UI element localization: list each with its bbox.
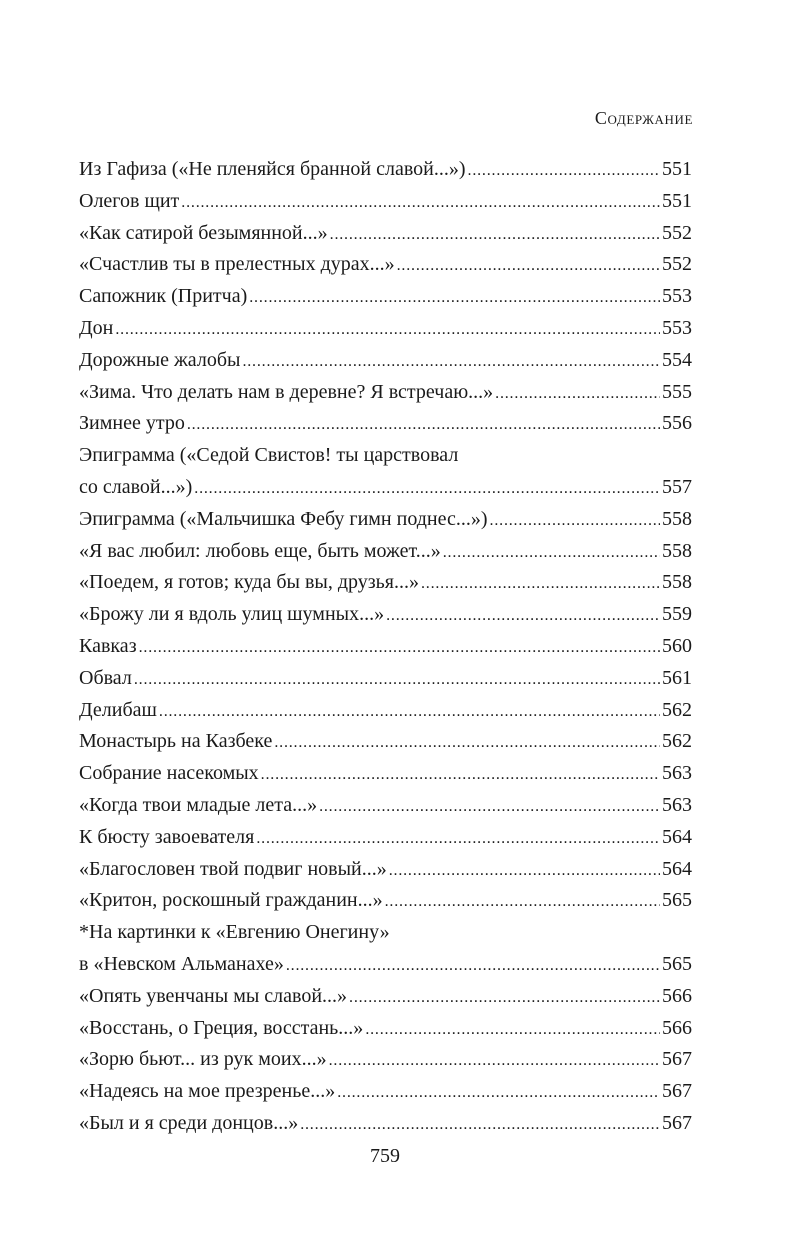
toc-dot-leader [242,346,660,378]
toc-dot-leader [300,1109,660,1141]
toc-dot-leader [319,791,660,823]
table-of-contents [79,154,692,1140]
toc-dot-leader [397,250,660,282]
toc-entry-page: 563 [662,762,692,785]
toc-entry [79,472,692,504]
toc-dot-leader [349,982,660,1014]
toc-dot-leader [443,537,660,569]
toc-entry [79,249,692,281]
toc-dot-leader [385,886,660,918]
toc-entry [79,981,692,1013]
toc-entry-page: 553 [662,285,692,308]
toc-entry-page: 564 [662,857,692,880]
page-number: 759 [370,1145,400,1167]
toc-entry-title: «Надеясь на мое презренье...» [79,1080,336,1103]
toc-dot-leader [249,282,660,314]
toc-entry-page: 562 [662,730,692,753]
toc-entry-page: 565 [662,952,692,975]
toc-entry-page: 552 [662,221,692,244]
toc-entry-title: Зимнее утро [79,412,185,435]
toc-entry-page: 555 [662,380,692,403]
toc-dot-leader [181,187,660,219]
toc-dot-leader [329,1045,660,1077]
toc-dot-leader [365,1014,660,1046]
toc-entry [79,663,692,695]
toc-entry [79,377,692,409]
toc-entry-title: Олегов щит [79,189,180,212]
toc-entry-page: 559 [662,603,692,626]
toc-dot-leader [389,855,660,887]
toc-entry-title: «Был и я среди донцов...» [79,1111,299,1134]
toc-entry-title: «Опять увенчаны мы славой...» [79,984,348,1007]
running-header: Содержание [594,108,693,128]
toc-entry [79,631,692,663]
toc-entry [79,1044,692,1076]
toc-entry-page: 561 [662,666,692,689]
toc-entry [79,758,692,790]
toc-entry [79,885,692,917]
toc-entry-title: «Критон, роскошный гражданин...» [79,889,383,912]
toc-entry-page: 567 [662,1048,692,1071]
toc-entry [79,599,692,631]
toc-entry-title: «Я вас любил: любовь еще, быть может...» [79,539,441,562]
toc-entry-title: «Брожу ли я вдоль улиц шумных...» [79,603,385,626]
toc-entry [79,154,692,186]
toc-entry-page: 551 [662,158,692,180]
toc-entry [79,854,692,886]
toc-entry-title: «Благословен твой подвиг новый...» [79,857,387,880]
toc-dot-leader [386,600,660,632]
toc-entry-page: 551 [662,189,692,212]
toc-dot-leader [115,314,660,346]
toc-dot-leader [330,219,660,251]
toc-entry-page: 564 [662,825,692,848]
toc-entry-title: Собрание насекомых [79,762,259,785]
toc-entry-page: 565 [662,889,692,912]
toc-entry-page: 566 [662,984,692,1007]
toc-entry [79,536,692,568]
toc-entry-page: 558 [662,571,692,594]
toc-entry [79,695,692,727]
toc-dot-leader [468,155,660,187]
toc-dot-leader [337,1077,660,1109]
toc-entry [79,440,692,472]
toc-entry-title: в «Невском Альманахе» [79,952,284,975]
toc-dot-leader [421,568,660,600]
toc-entry [79,822,692,854]
toc-dot-leader [159,696,660,728]
toc-entry-page: 563 [662,793,692,816]
toc-entry-title: Обвал [79,666,132,689]
toc-entry-title: «Зима. Что делать нам в деревне? Я встречаю...» [79,380,494,403]
toc-entry-title: со славой...») [79,475,193,498]
toc-entry [79,790,692,822]
toc-entry [79,949,692,981]
toc-entry-title: Кавказ [79,634,137,657]
toc-entry-page: 558 [662,539,692,562]
toc-entry-page: 557 [662,475,692,498]
toc-entry-page: 553 [662,316,692,339]
toc-entry [79,917,692,949]
toc-entry-page: 552 [662,253,692,276]
toc-entry [79,504,692,536]
toc-entry-title: «Как сатирой безымянной...» [79,221,328,244]
toc-entry-title: «Зорю бьют... из рук моих...» [79,1048,327,1071]
toc-entry [79,408,692,440]
toc-entry [79,1076,692,1108]
toc-entry-page: 567 [662,1080,692,1103]
toc-dot-leader [194,473,660,505]
toc-dot-leader [274,727,660,759]
toc-entry [79,726,692,758]
toc-entry-page: 554 [662,348,692,371]
toc-entry [79,567,692,599]
toc-entry [79,218,692,250]
toc-entry-page: 566 [662,1016,692,1039]
toc-entry [79,313,692,345]
toc-entry-title: К бюсту завоевателя [79,825,255,848]
toc-entry-title: Дорожные жалобы [79,348,241,371]
toc-entry [79,281,692,313]
toc-dot-leader [495,378,660,410]
toc-entry-title: *На картинки к «Евгению Онегину» [79,921,390,944]
toc-dot-leader [286,950,660,982]
toc-entry [79,1108,692,1140]
toc-entry-title: «Счастлив ты в прелестных дурах...» [79,253,395,276]
toc-dot-leader [134,664,660,696]
toc-dot-leader [187,409,660,441]
toc-entry-page: 556 [662,412,692,435]
toc-entry-title: Делибаш [79,698,157,721]
toc-entry-title: Из Гафиза («Не пленяйся бранной славой...») [79,158,466,180]
toc-dot-leader [139,632,660,664]
toc-entry-title: Эпиграмма («Мальчишка Фебу гимн поднес...») [79,507,488,530]
toc-dot-leader [490,505,660,537]
toc-entry [79,186,692,218]
toc-entry-title: Дон [79,316,114,339]
toc-entry-page: 562 [662,698,692,721]
toc-entry-page: 558 [662,507,692,530]
toc-entry-title: Эпиграмма («Седой Свистов! ты царствовал [79,444,459,467]
toc-entry-title: «Когда твои младые лета...» [79,793,318,816]
toc-dot-leader [261,759,660,791]
toc-entry-page: 560 [662,634,692,657]
toc-entry-title: Монастырь на Казбеке [79,730,273,753]
toc-entry [79,1013,692,1045]
toc-entry-page: 567 [662,1111,692,1134]
toc-entry [79,345,692,377]
toc-entry-title: «Поедем, я готов; куда бы вы, друзья...» [79,571,419,594]
toc-entry-title: Сапожник (Притча) [79,285,248,308]
toc-entry-title: «Восстань, о Греция, восстань...» [79,1016,364,1039]
toc-dot-leader [256,823,660,855]
